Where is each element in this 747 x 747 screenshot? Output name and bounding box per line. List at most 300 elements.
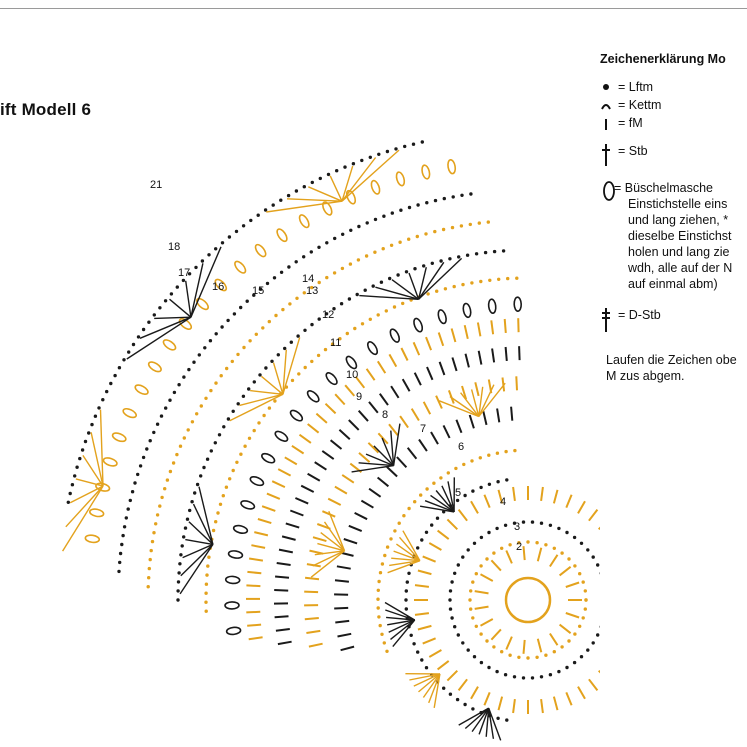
- stitch-mark: [249, 637, 263, 639]
- chain-dot: [478, 221, 481, 224]
- round-label: 11: [330, 337, 342, 349]
- chain-dot: [419, 493, 422, 496]
- chain-dot: [549, 524, 552, 527]
- stitch-mark: [424, 402, 431, 414]
- chain-dot: [268, 320, 271, 323]
- stitch-mark: [505, 319, 506, 333]
- chain-dot: [377, 580, 380, 583]
- stitch-mark: [426, 337, 431, 350]
- stitch-mark: [361, 501, 373, 508]
- stitch-mark: [267, 494, 280, 499]
- chain-dot: [377, 589, 380, 592]
- chain-dot: [377, 615, 380, 618]
- chain-dot: [152, 431, 155, 434]
- stitch-mark: [418, 626, 432, 630]
- stitch-mark: [251, 545, 265, 548]
- chain-dot: [451, 226, 454, 229]
- chain-dot: [333, 237, 336, 240]
- chain-dot: [184, 526, 187, 529]
- stitch-mark: [308, 424, 319, 433]
- chain-dot: [479, 632, 482, 635]
- chain-dot: [412, 642, 415, 645]
- chain-dot: [504, 524, 507, 527]
- cluster-mark: [89, 508, 104, 518]
- legend-cluster-line-0: = Büschelmasche: [614, 181, 714, 195]
- stitch-mark: [554, 697, 558, 711]
- chain-dot: [515, 277, 518, 280]
- fan-stitch: [403, 531, 420, 561]
- chain-dot: [586, 548, 589, 551]
- stitch-mark: [566, 583, 579, 588]
- stitch-mark: [491, 320, 493, 334]
- stitch-mark: [258, 519, 271, 523]
- stitch-mark: [519, 346, 520, 360]
- chain-dot: [449, 589, 452, 592]
- chain-dot: [183, 436, 186, 439]
- chain-dot: [221, 241, 224, 244]
- chain-dot: [475, 625, 478, 628]
- chain-dot: [236, 353, 239, 356]
- chain-dot: [160, 414, 163, 417]
- chain-dot: [377, 606, 380, 609]
- chain-dot: [557, 670, 560, 673]
- chain-dot: [216, 511, 219, 514]
- chain-dot: [573, 564, 576, 567]
- chain-dot: [196, 483, 199, 486]
- chain-dot: [381, 562, 384, 565]
- fan-stitch: [250, 391, 283, 395]
- chain-dot: [151, 540, 154, 543]
- stitch-mark: [497, 409, 499, 423]
- chain-dot: [90, 423, 93, 426]
- chain-dot: [495, 670, 498, 673]
- chain-dot: [222, 494, 225, 497]
- chain-dot: [317, 246, 320, 249]
- stitch-mark: [516, 376, 517, 390]
- chain-dot: [295, 189, 298, 192]
- chain-dot: [205, 610, 208, 613]
- chain-dot: [170, 292, 173, 295]
- stitch-mark: [355, 513, 368, 519]
- cluster-mark: [421, 164, 431, 179]
- stitch-mark: [513, 487, 515, 501]
- chain-dot: [413, 267, 416, 270]
- chain-dot: [405, 589, 408, 592]
- chain-dot: [239, 453, 242, 456]
- stitch-mark: [300, 435, 311, 443]
- chain-dot: [71, 483, 74, 486]
- cluster-mark: [240, 499, 256, 510]
- chain-dot: [246, 300, 249, 303]
- cluster-mark: [225, 602, 239, 609]
- stitch-mark: [335, 580, 349, 581]
- legend-title: Zeichenerklärung Mo: [600, 52, 726, 66]
- chain-dot: [287, 265, 290, 268]
- stitch-mark: [338, 634, 352, 637]
- chain-dot: [567, 639, 570, 642]
- chain-dot: [382, 215, 385, 218]
- cluster-mark: [306, 389, 321, 404]
- stitch-mark: [345, 385, 354, 396]
- chain-dot: [131, 490, 134, 493]
- stitch-mark: [419, 440, 427, 452]
- stitch-mark: [427, 367, 433, 380]
- chain-dot: [176, 598, 179, 601]
- stitch-mark: [262, 506, 275, 511]
- stitch-mark: [337, 566, 351, 568]
- chain-dot: [560, 551, 563, 554]
- stitch-mark: [470, 415, 474, 428]
- cluster-mark: [289, 409, 304, 423]
- chain-dot: [147, 576, 150, 579]
- chain-dot: [377, 313, 380, 316]
- chain-dot: [586, 648, 589, 651]
- cluster-mark: [395, 171, 406, 186]
- chain-dot: [291, 379, 294, 382]
- chain-dot: [426, 292, 429, 295]
- chain-dot: [304, 366, 307, 369]
- stitch-mark: [599, 519, 600, 529]
- chain-dot: [394, 147, 397, 150]
- chain-dot: [436, 517, 439, 520]
- chain-dot: [318, 317, 321, 320]
- chain-dot: [273, 399, 276, 402]
- chain-dot: [210, 449, 213, 452]
- chain-dot: [580, 655, 583, 658]
- chain-dot: [257, 421, 260, 424]
- chain-dot: [479, 280, 482, 283]
- round-labels: [150, 179, 522, 553]
- chain-dot: [122, 358, 125, 361]
- chain-dot: [137, 335, 140, 338]
- stitch-mark: [414, 342, 420, 355]
- stitch-mark: [423, 638, 436, 643]
- stitch-mark: [277, 563, 291, 565]
- chain-dot: [181, 544, 184, 547]
- chain-dot: [207, 556, 210, 559]
- cluster-mark: [437, 309, 448, 324]
- chain-dot: [508, 654, 511, 657]
- chain-dot: [87, 431, 90, 434]
- chain-dot: [220, 374, 223, 377]
- stitch-mark: [481, 619, 493, 626]
- chain-dot: [219, 503, 222, 506]
- chain-dot: [449, 693, 452, 696]
- stitch-mark: [397, 457, 407, 467]
- chain-dot: [452, 195, 455, 198]
- stitch-mark: [484, 692, 489, 705]
- chart-rings: [67, 140, 600, 722]
- stitch-mark: [322, 451, 333, 459]
- chain-dot: [261, 326, 264, 329]
- stitch-mark: [368, 443, 378, 453]
- chain-dot: [127, 350, 130, 353]
- chain-dot: [453, 285, 456, 288]
- fan-stitch: [459, 708, 489, 725]
- chain-dot: [500, 547, 503, 550]
- cluster-mark: [366, 340, 379, 356]
- chain-dot: [526, 540, 529, 543]
- stitch-mark: [491, 629, 501, 639]
- chain-dot: [485, 639, 488, 642]
- cluster-mark: [249, 475, 265, 487]
- stitch-mark: [292, 446, 304, 454]
- chain-dot: [398, 241, 401, 244]
- chain-dot: [264, 366, 267, 369]
- chain-dot: [416, 203, 419, 206]
- chain-dot: [206, 564, 209, 567]
- chain-dot: [420, 538, 423, 541]
- chain-dot: [297, 372, 300, 375]
- chain-dot: [225, 367, 228, 370]
- chain-dot: [502, 249, 505, 252]
- chain-dot: [369, 318, 372, 321]
- chain-dot: [177, 580, 180, 583]
- stitch-mark: [400, 416, 408, 428]
- stitch-mark: [444, 425, 450, 438]
- chain-dot: [341, 233, 344, 236]
- chain-dot: [148, 567, 151, 570]
- stitch-mark: [538, 639, 542, 653]
- chain-dot: [280, 271, 283, 274]
- chain-dot: [109, 382, 112, 385]
- chain-dot: [453, 625, 456, 628]
- chain-dot: [565, 666, 568, 669]
- chain-dot: [327, 173, 330, 176]
- stitch-mark: [316, 414, 327, 423]
- chain-dot: [584, 607, 587, 610]
- chain-dot: [200, 404, 203, 407]
- chain-dot: [439, 476, 442, 479]
- chain-dot: [578, 625, 581, 628]
- chain-dot: [433, 230, 436, 233]
- chain-dot: [470, 459, 473, 462]
- chain-dot: [407, 572, 410, 575]
- fan-stitch: [240, 394, 283, 405]
- round-label: 17: [178, 267, 191, 279]
- fan-stitch: [374, 446, 394, 466]
- chain-dot: [105, 390, 108, 393]
- round-label: 12: [322, 309, 335, 321]
- cluster-mark: [233, 524, 248, 534]
- fan-stitch: [342, 158, 376, 202]
- chain-dot: [242, 346, 245, 349]
- chain-dot: [101, 398, 104, 401]
- stitch-mark: [475, 591, 489, 593]
- chain-dot: [443, 197, 446, 200]
- chain-dot: [405, 607, 408, 610]
- chain-dot: [173, 391, 176, 394]
- stitch-mark: [278, 469, 290, 476]
- chain-dot: [205, 573, 208, 576]
- stitch-mark: [342, 475, 354, 483]
- chain-dot: [147, 321, 150, 324]
- chain-dot: [461, 283, 464, 286]
- chain-dot: [182, 279, 185, 282]
- chain-dot: [258, 373, 261, 376]
- stitch-mark: [429, 650, 441, 657]
- chain-dot: [461, 641, 464, 644]
- chain-dot: [425, 666, 428, 669]
- chain-dot: [398, 522, 401, 525]
- chain-dot: [353, 327, 356, 330]
- chain-dot: [573, 632, 576, 635]
- chain-dot: [360, 159, 363, 162]
- chain-dot: [457, 633, 460, 636]
- cluster-mark: [412, 317, 424, 333]
- chain-dot: [164, 406, 167, 409]
- chain-dot: [214, 520, 217, 523]
- chain-dot: [343, 165, 346, 168]
- chain-dot: [303, 329, 306, 332]
- chain-dot: [233, 312, 236, 315]
- stitch-mark: [578, 687, 585, 699]
- fan-stitch: [230, 394, 283, 421]
- chain-dot: [204, 397, 207, 400]
- legend-cluster-line-6: auf einmal abm): [628, 277, 718, 291]
- chain-dot: [469, 223, 472, 226]
- chain-dot: [463, 494, 466, 497]
- chain-dot: [448, 598, 451, 601]
- chain-dot: [582, 580, 585, 583]
- chain-dot: [487, 531, 490, 534]
- cluster-mark: [370, 180, 381, 196]
- stitch-mark: [305, 578, 319, 579]
- round-label: 9: [356, 391, 363, 403]
- fan-stitch: [181, 544, 213, 575]
- chain-dot: [166, 478, 169, 481]
- chain-dot: [318, 281, 321, 284]
- chain-dot: [179, 445, 182, 448]
- chain-dot: [158, 306, 161, 309]
- chain-dot: [158, 504, 161, 507]
- chain-dot: [225, 486, 228, 489]
- chain-dot: [172, 461, 175, 464]
- round-label: 14: [302, 273, 315, 285]
- chain-dot: [188, 509, 191, 512]
- stitch-mark: [295, 498, 308, 504]
- chain-dot: [456, 499, 459, 502]
- chain-dot: [239, 306, 242, 309]
- chain-dot: [592, 555, 595, 558]
- round-label: 13: [306, 285, 319, 297]
- legend-cluster-line-4: holen und lang zie: [628, 245, 730, 259]
- chain-dot: [504, 673, 507, 676]
- stitch-mark: [566, 495, 571, 508]
- chain-dot: [123, 525, 126, 528]
- chain-dot: [492, 645, 495, 648]
- chain-dot: [247, 387, 250, 390]
- stitch-mark: [306, 631, 320, 633]
- chain-dot: [249, 219, 252, 222]
- chain-dot: [187, 428, 190, 431]
- chain-dot: [457, 255, 460, 258]
- chain-dot: [121, 534, 124, 537]
- chain-dot: [487, 666, 490, 669]
- chain-dot: [584, 598, 587, 601]
- chain-dot: [273, 276, 276, 279]
- stitch-mark: [389, 424, 398, 435]
- chain-dot: [67, 501, 70, 504]
- chain-dot: [517, 656, 520, 659]
- chain-dot: [377, 153, 380, 156]
- stitch-mark: [369, 402, 378, 413]
- fan-stitch: [191, 263, 203, 317]
- chain-dot: [407, 238, 410, 241]
- stitch-mark: [274, 590, 288, 591]
- chain-dot: [228, 235, 231, 238]
- stitch-mark: [309, 644, 323, 647]
- chain-dot: [237, 402, 240, 405]
- chain-dot: [324, 348, 327, 351]
- chain-dot: [113, 374, 116, 377]
- chain-dot: [303, 185, 306, 188]
- chain-dot: [357, 225, 360, 228]
- stitch-mark: [465, 325, 468, 339]
- chain-dot: [346, 332, 349, 335]
- chain-dot: [204, 592, 207, 595]
- chain-dot: [460, 194, 463, 197]
- chain-dot: [578, 572, 581, 575]
- chain-dot: [264, 208, 267, 211]
- fan-stitch: [393, 620, 415, 647]
- chain-dot: [205, 583, 208, 586]
- stitch-mark: [471, 687, 478, 699]
- chain-dot: [535, 656, 538, 659]
- chain-dot: [209, 339, 212, 342]
- legend-cluster-line-5: wdh, alle auf der N: [628, 261, 733, 275]
- chain-dot: [202, 466, 205, 469]
- chain-dot: [214, 381, 217, 384]
- chain-dot: [364, 289, 367, 292]
- stitch-mark: [391, 386, 399, 398]
- fan-stitch: [199, 487, 213, 545]
- stitch-mark: [285, 457, 297, 464]
- stitch-mark: [335, 487, 347, 494]
- chain-dot: [469, 607, 472, 610]
- chain-dot: [207, 253, 210, 256]
- chain-dot: [506, 277, 509, 280]
- round-label: 10: [346, 369, 359, 381]
- stitch-mark: [344, 539, 357, 543]
- chain-dot: [484, 251, 487, 254]
- cluster-mark: [162, 338, 177, 352]
- chain-dot: [163, 487, 166, 490]
- stitch-mark: [499, 697, 503, 711]
- chain-dot: [198, 353, 201, 356]
- cluster-mark: [514, 297, 521, 311]
- chain-dot: [439, 259, 442, 262]
- cluster-mark: [462, 303, 472, 318]
- chain-dot: [453, 572, 456, 575]
- chain-dot: [379, 571, 382, 574]
- chain-dot: [214, 441, 217, 444]
- chain-dot: [480, 661, 483, 664]
- chain-dot: [290, 341, 293, 344]
- chain-dot: [432, 482, 435, 485]
- stitch-mark: [313, 537, 326, 541]
- chain-dot: [456, 698, 459, 701]
- chain-dot: [255, 333, 258, 336]
- cluster-mark: [122, 407, 138, 419]
- round-label: 2: [516, 541, 523, 553]
- chain-dot: [191, 420, 194, 423]
- chain-dot: [449, 607, 452, 610]
- fan-stitch: [127, 317, 191, 359]
- chain-dot: [531, 520, 534, 523]
- stitch-mark: [554, 490, 558, 504]
- stitch-mark: [246, 612, 260, 613]
